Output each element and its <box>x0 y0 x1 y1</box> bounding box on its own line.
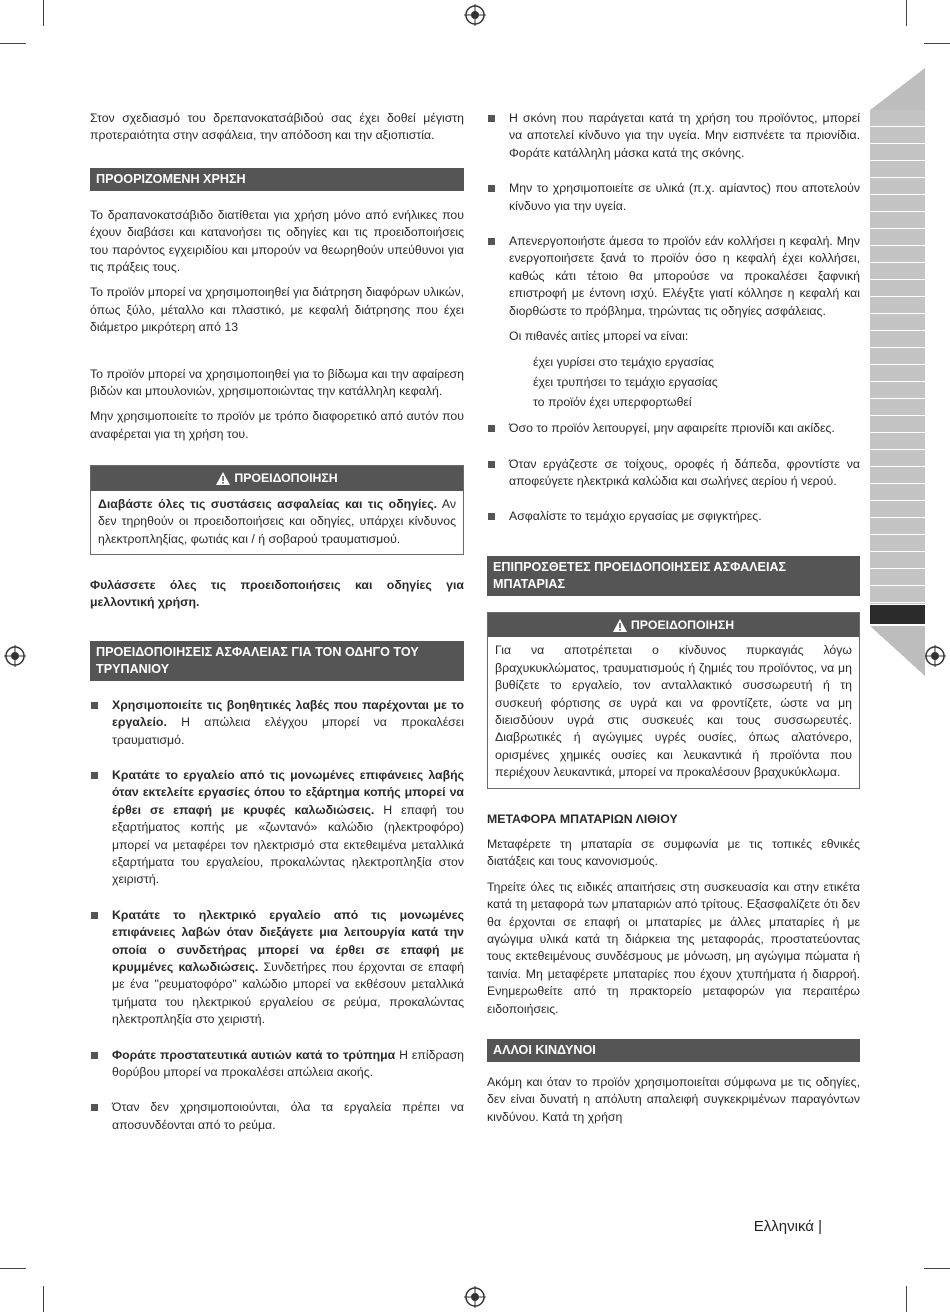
bullet-bold-text: Φοράτε προστατευτικά αυτιών κατά το τρύπημα <box>112 1047 396 1062</box>
bullet-item <box>90 697 464 749</box>
bullet-item <box>90 907 464 1029</box>
bullet-item <box>90 1099 464 1134</box>
cause-item: έχει τρυπήσει το τεμάχιο εργασίας <box>533 375 718 390</box>
crop-mark <box>906 0 907 26</box>
language-tab-active <box>870 605 925 624</box>
section-heading-other-risks: ΑΛΛΟΙ ΚΙΝΔΥΝΟΙ <box>487 1039 860 1062</box>
causes-list <box>487 353 860 412</box>
bullet-text: Η επίδραση θορύβου μπορεί να προκαλέσει απώλεια ακοής. <box>112 1047 464 1080</box>
bullet-item <box>487 180 860 215</box>
section-heading-intended-use: ΠΡΟΟΡΙΖΟΜΕΝΗ ΧΡΗΣΗ <box>90 168 464 191</box>
safety-bullet-list <box>487 420 860 526</box>
warning-triangle-icon <box>216 472 230 485</box>
bullet-item <box>487 420 860 437</box>
bullet-item <box>487 456 860 491</box>
language-tab <box>870 450 925 466</box>
language-tab <box>870 467 925 483</box>
language-tab <box>870 110 925 126</box>
bullet-bold-text: Κρατάτε το ηλεκτρικό εργαλείο από τις μονωμένες επιφάνειες λαβών όταν διεξάγετε μια λειτουργία κατά την οποία ο συνδετήρας μπορεί να έρθει σε επαφή με κρυμμένες καλωδιώσεις. <box>112 907 464 974</box>
right-column <box>487 110 860 1134</box>
language-tab <box>870 331 925 347</box>
section-heading-drill-safety: ΠΡΟΕΙΔΟΠΟΙΗΣΕΙΣ ΑΣΦΑΛΕΙΑΣ ΓΙΑ ΤΟΝ ΟΔΗΓΟ ΤΟΥ ΤΡΥΠΑΝΙΟΥ <box>90 641 464 681</box>
bullet-bold-text: Χρησιμοποιείτε τις βοηθητικές λαβές που παρέχονται με το εργαλείο. <box>112 697 464 730</box>
bullet-text: Όταν δεν χρησιμοποιούνται, όλα τα εργαλεία πρέπει να αποσυνδέονται από το ρεύμα. <box>112 1100 464 1132</box>
tab-stack-bottom-bevel <box>870 626 925 676</box>
warning-box-body <box>91 491 463 554</box>
language-tab <box>870 195 925 211</box>
bullet-square-icon <box>91 912 98 919</box>
bullet-text: Όταν εργάζεστε σε τοίχους, οροφές ή δάπεδα, φροντίστε να αποφεύγετε ηλεκτρικά καλώδια και σωλήνες αερίου ή νερού. <box>509 456 860 489</box>
causes-intro: Οι πιθανές αιτίες μπορεί να είναι: <box>509 329 689 344</box>
language-tab <box>870 586 925 602</box>
subheading-lithium-transport: ΜΕΤΑΦΟΡΑ ΜΠΑΤΑΡΙΩΝ ΛΙΘΙΟΥ <box>487 811 678 826</box>
tab-stack-top-bevel <box>870 68 925 110</box>
bullet-square-icon <box>91 1104 98 1111</box>
language-tab <box>870 365 925 381</box>
crop-mark <box>0 43 26 44</box>
crop-mark <box>43 0 44 26</box>
intro-paragraph: Στον σχεδιασμό του δρεπανοκατσάβιδού σας έχει δοθεί μέγιστη προτεραιότητα στην ασφάλεια, την απόδοση και την αξιοπιστία. <box>90 111 464 143</box>
bullet-square-icon <box>91 772 98 779</box>
crop-mark <box>43 1286 44 1312</box>
bullet-text: Όσο το προϊόν λειτουργεί, μην αφαιρείτε πριονίδι και ακίδες. <box>509 421 835 436</box>
language-tab <box>870 314 925 330</box>
paragraph: Ακόμη και όταν το προϊόν χρησιμοποιείται σύμφωνα με τις οδηγίες, δεν είναι δυνατή η απόλυτη απαλειφή συγκεκριμένων παραγόντων κινδύνου. Κατά τη χρήση <box>487 1075 860 1124</box>
bullet-text: Η σκόνη που παράγεται κατά τη χρήση του προϊόντος, μπορεί να αποτελεί κίνδυνο για την υγεία. Μην εισπνέετε τα πριονίδια. Φοράτε κατάλληλη μάσκα κατά της σκόνης. <box>509 111 860 160</box>
bullet-text: Η επαφή του εξαρτήματος κοπής με «ζωντανό» καλώδιο (ηλεκτροφόρο) μπορεί να μεταφέρει τον ηλεκτρισμό στα εκτεθειμένα μεταλλικά εξαρτήματα του εργαλείου, προκαλώντας ηλεκτροπληξία στον χειριστή. <box>112 802 464 887</box>
language-tab <box>870 212 925 228</box>
language-tab <box>870 399 925 415</box>
paragraph: Το δραπανοκατσάβιδο διατίθεται για χρήση μόνο από ενήλικες που έχουν διαβάσει και κατανοήσει τις οδηγίες και τις προειδοποιήσεις του παρόντος εγχειριδίου και μπορούν να θεωρηθούν υπεύθυνοι για τις πράξεις τους. <box>90 207 464 275</box>
bullet-square-icon <box>488 185 495 192</box>
warning-title-text: ΠΡΟΕΙΔΟΠΟΙΗΣΗ <box>630 617 735 632</box>
language-tab <box>870 178 925 194</box>
language-tab <box>870 263 925 279</box>
registration-mark-icon <box>464 4 486 26</box>
crop-mark <box>924 43 950 44</box>
drill-safety-list <box>90 697 464 1135</box>
registration-mark-icon <box>4 645 26 667</box>
bullet-item <box>487 233 860 320</box>
language-tab <box>870 603 925 604</box>
warning-bold-text: Διαβάστε όλες τις συστάσεις ασφαλείας και τις οδηγίες. <box>98 496 438 511</box>
paragraph: Μην χρησιμοποιείτε το προϊόν με τρόπο διαφορετικό από αυτόν που αναφέρεται για τη χρήση του. <box>90 409 464 441</box>
cause-item: το προϊόν έχει υπερφορτωθεί <box>533 394 692 409</box>
warning-box-title <box>91 466 463 490</box>
language-tab <box>870 246 925 262</box>
language-tab <box>870 552 925 568</box>
safety-bullet-list <box>487 110 860 320</box>
bullet-bold-text: Κρατάτε το εργαλείο από τις μονωμένες επιφάνειες λαβής όταν εκτελείτε εργασίες όπου το εξάρτημα κοπής μπορεί να έρθει σε επαφή με κρυφές καλωδιώσεις. <box>112 767 464 817</box>
paragraph: Το προϊόν μπορεί να χρησιμοποιηθεί για το βίδωμα και την αφαίρεση βιδών και μπουλονιών, χρησιμοποιώντας την κατάλληλη κεφαλή. <box>90 366 464 399</box>
paragraph: Τηρείτε όλες τις ειδικές απαιτήσεις στη συσκευασία και στην ετικέτα κατά τη μεταφορά των μπαταριών από τρίτους. Εξασφαλίζετε ότι δεν θα έρχονται σε επαφή οι μπαταρίες με άλλες μπαταρίες ή με αγώγιμα υλικά κατά τη διάρκεια της μεταφοράς, προστατεύοντας τους εκτεθειμένους συνδέσμους με μόνωση, μη αγώγιμα πώματα ή ταινία. Μη μεταφέρετε μπαταρίες που έχουν χτυπήματα ή διαρροή. Ενημερωθείτε από τη πρακτορείο μεταφορών για περαιτέρω ειδοποιήσεις. <box>487 879 860 1016</box>
warning-title-text: ΠΡΟΕΙΔΟΠΟΙΗΣΗ <box>234 471 338 486</box>
crop-mark <box>924 1268 950 1269</box>
language-tab <box>870 348 925 364</box>
bullet-text: Απενεργοποιήστε άμεσα το προϊόν εάν κολλήσει η κεφαλή. Μην ενεργοποιήσετε ξανά το προϊόν όσο η κεφαλή έχει κολλήσει, καθώς κάτι τέτοιο θα μπορούσε να προκαλέσει ξαφνική επιστροφή με έντονη ισχύ. Ελέγξτε γιατί κόλλησε η κεφαλή και διορθώστε το πρόβλημα, τηρώντας τις οδηγίες ασφάλειας. <box>509 234 860 318</box>
language-tab <box>870 297 925 313</box>
keep-instructions-note: Φυλάσσετε όλες τις προειδοποιήσεις και οδηγίες για μελλοντική χρήση. <box>90 577 464 610</box>
bullet-item <box>487 110 860 162</box>
bullet-square-icon <box>488 115 495 122</box>
paragraph: Μεταφέρετε τη μπαταρία σε συμφωνία με τις τοπικές εθνικές διατάξεις και τους κανονισμούς. <box>487 836 860 869</box>
bullet-square-icon <box>91 1052 98 1059</box>
bullet-text: Ασφαλίστε το τεμάχιο εργασίας με σφιγκτήρες. <box>509 509 762 524</box>
language-tab <box>870 484 925 500</box>
warning-triangle-icon <box>613 619 627 632</box>
language-tab <box>870 569 925 585</box>
bullet-square-icon <box>91 702 98 709</box>
language-tab <box>870 416 925 432</box>
crop-mark <box>0 1268 26 1269</box>
language-tab <box>870 229 925 245</box>
bullet-square-icon <box>488 425 495 432</box>
warning-box-body: Για να αποτρέπεται ο κίνδυνος πυρκαγιάς λόγω βραχυκυκλώματος, τραυματισμούς ή ζημιές του προϊόντος, να μη βυθίζετε το εργαλείο, τον ανταλλακτικό συσσωρευτή ή τη συσκευή φόρτισης σε υγρά και να φροντίζετε, ώστε να μη διεισδύουν υγρά στις συσκευές και τους συσσωρευτές. Διαβρωτικές ή αγώγιμες υγρές ουσίες, όπως αλατόνερο, ορισμένες χημικές ουσίες και λευκαντικά ή προϊόντα που περιέχουν λευκαντικά, μπορεί να προκαλέσουν βραχυκύκλωμα. <box>495 643 852 780</box>
registration-mark-icon <box>924 645 946 667</box>
bullet-text: Η απώλεια ελέγχου μπορεί να προκαλέσει τραυματισμό. <box>112 715 464 747</box>
section-heading-battery-safety: ΕΠΙΠΡΟΣΘΕΤΕΣ ΠΡΟΕΙΔΟΠΟΙΗΣΕΙΣ ΑΣΦΑΛΕΙΑΣ ΜΠΑΤΑΡΙΑΣ <box>487 556 860 596</box>
bullet-square-icon <box>488 461 495 468</box>
language-tab <box>870 280 925 296</box>
bullet-text: Συνδετήρες που έρχονται σε επαφή με ένα "ρευματοφόρο" καλώδιο μπορεί να εκθέσουν μεταλλικά τμήματα του ηλεκτρικού εργαλείου σε ρεύμα, προκαλώντας ηλεκτροπληξία στο χειριστή. <box>112 960 464 1027</box>
bullet-square-icon <box>488 513 495 520</box>
language-tab <box>870 144 925 160</box>
bullet-text: Μην το χρησιμοποιείτε σε υλικά (π.χ. αμίαντος) που αποτελούν κίνδυνο για την υγεία. <box>509 181 860 213</box>
bullet-item <box>90 767 464 889</box>
crop-mark <box>906 1286 907 1312</box>
language-tab <box>870 161 925 177</box>
left-column <box>90 110 464 1152</box>
language-tab <box>870 127 925 143</box>
warning-text: Αν δεν τηρηθούν οι προειδοποιήσεις και οδηγίες, υπάρχει κίνδυνος ηλεκτροπληξίας, φωτιάς και / ή σοβαρού τραυματισμού. <box>98 496 456 546</box>
language-tab <box>870 433 925 449</box>
cause-item: έχει γυρίσει στο τεμάχιο εργασίας <box>533 355 714 370</box>
language-tab <box>870 518 925 534</box>
warning-box <box>487 612 860 789</box>
registration-mark-icon <box>464 1286 486 1308</box>
language-tab <box>870 382 925 398</box>
language-tab-stack <box>870 68 925 673</box>
language-tab <box>870 535 925 551</box>
warning-box <box>90 465 464 555</box>
bullet-square-icon <box>488 238 495 245</box>
bullet-item <box>487 508 860 525</box>
warning-box-title <box>488 613 859 637</box>
page-language-footer: Ελληνικά | <box>753 1218 822 1235</box>
paragraph: Το προϊόν μπορεί να χρησιμοποιηθεί για διάτρηση διαφόρων υλικών, όπως ξύλο, μέταλλο και πλαστικό, με κεφαλή διάτρησης που έχει διάμετρο μικρότερη από 13 <box>90 285 465 335</box>
bullet-item <box>90 1047 464 1082</box>
language-tab <box>870 501 925 517</box>
